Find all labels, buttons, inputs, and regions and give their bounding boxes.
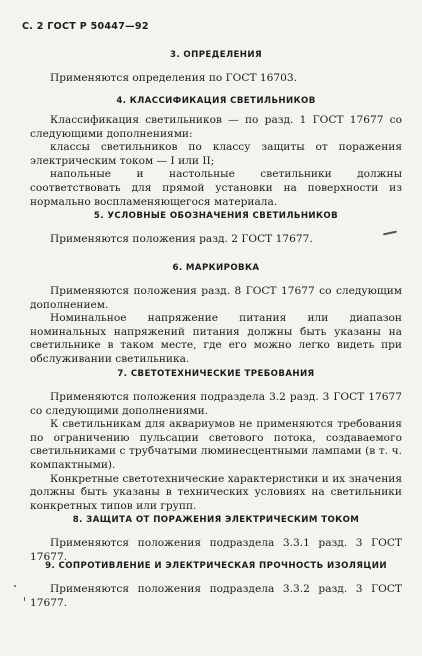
paragraph: Применяются положения разд. 2 ГОСТ 17677. <box>50 233 313 245</box>
paragraph: Классификация светильников — по разд. 1 ГОСТ 17677 со следующими дополнениями: <box>30 114 402 140</box>
section-heading: 6. МАРКИРОВКА <box>172 263 260 273</box>
section-5-designations <box>30 211 402 247</box>
paragraph: Конкретные светотехнические характеристики и их значения должны быть указаны в технических условиях на светильники конкретных типов или групп. <box>30 472 402 512</box>
section-9-insulation <box>30 561 402 610</box>
section-3-definitions <box>30 50 402 86</box>
running-head: С. 2 ГОСТ Р 50447—92 <box>22 21 149 32</box>
section-heading: 8. ЗАЩИТА ОТ ПОРАЖЕНИЯ ЭЛЕКТРИЧЕСКИМ ТОКОМ <box>72 515 360 525</box>
scan-speck <box>14 585 16 587</box>
section-heading: 4. КЛАССИФИКАЦИЯ СВЕТИЛЬНИКОВ <box>116 96 316 106</box>
paragraph: напольные и настольные светильники должны соответствовать для прямой установки на поверхности из нормально воспламеняющегося материала. <box>30 168 402 208</box>
section-7-lighting-requirements <box>30 369 402 513</box>
section-4-classification <box>30 96 402 209</box>
paragraph: Применяются положения разд. 8 ГОСТ 17677 со следующим дополнением. <box>30 285 402 311</box>
paragraph: Применяются положения подраздела 3.2 разд. 3 ГОСТ 17677 со следующими дополнениями. <box>30 391 402 417</box>
section-6-marking <box>30 263 402 367</box>
paragraph: Номинальное напряжение питания или диапазон номинальных напряжений питания должны быть указаны на светильнике в таком месте, где его можно легко видеть при обслуживании светильника. <box>30 312 402 365</box>
section-heading: 5. УСЛОВНЫЕ ОБОЗНАЧЕНИЯ СВЕТИЛЬНИКОВ <box>93 211 339 221</box>
section-heading: 3. ОПРЕДЕЛЕНИЯ <box>169 50 263 60</box>
paragraph: Применяются определения по ГОСТ 16703. <box>50 72 297 84</box>
paragraph: Применяются положения подраздела 3.3.1 разд. 3 ГОСТ 17677. <box>30 537 402 563</box>
paragraph: Применяются положения подраздела 3.3.2 разд. 3 ГОСТ 17677. <box>30 583 402 609</box>
paragraph: классы светильников по классу защиты от поражения электрическим током — I или II; <box>30 141 402 167</box>
section-8-shock-protection <box>30 515 402 564</box>
section-heading: 9. СОПРОТИВЛЕНИЕ И ЭЛЕКТРИЧЕСКАЯ ПРОЧНОСТЬ ИЗОЛЯЦИИ <box>45 561 387 571</box>
paragraph: К светильникам для аквариумов не применяются требования по ограничению пульсации светового потока, создаваемого светильниками с трубчатыми люминесцентными лампами (в т. ч. компактными). <box>30 418 402 471</box>
scan-speck <box>24 597 25 601</box>
section-heading: 7. СВЕТОТЕХНИЧЕСКИЕ ТРЕБОВАНИЯ <box>117 369 315 379</box>
